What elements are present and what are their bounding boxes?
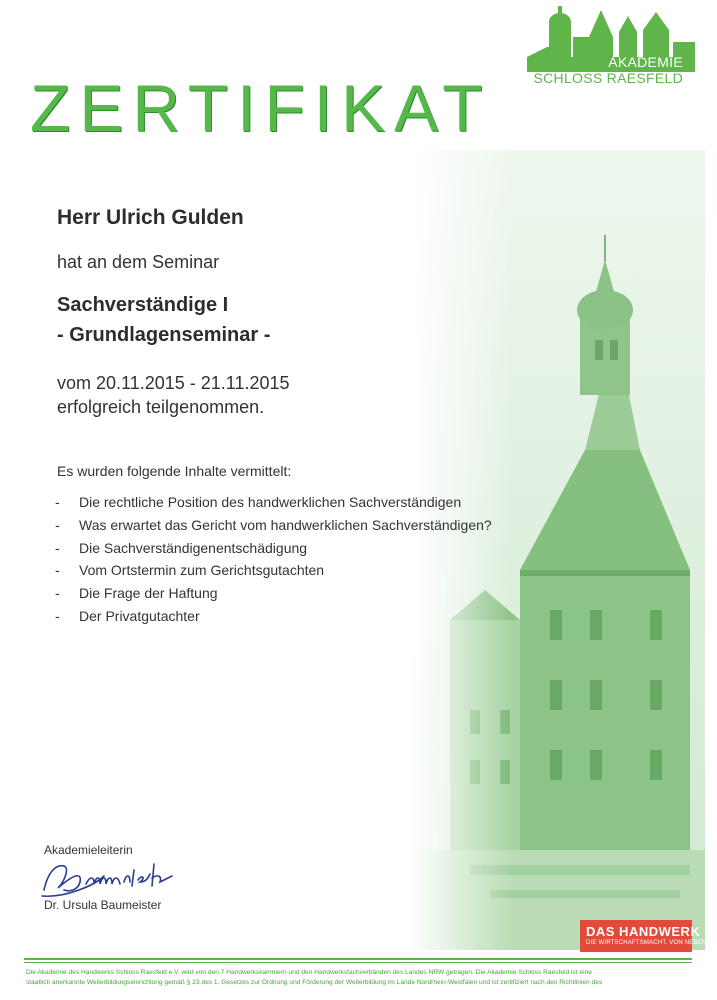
signatory-name: Dr. Ursula Baumeister (44, 898, 162, 912)
footer-divider (24, 958, 692, 960)
list-bullet: - (55, 607, 60, 624)
footer-line2: staatlich anerkannte Weiterbildungseinrichtung gemäß § 23 des 1. Gesetzes zur Ordnung und Förderung der Weiterbildung im Lande Nordrhein-Westfalen und ist zertifiziert nach den Richtlinien des (26, 979, 603, 986)
handwerk-logo-slogan: DIE WIRTSCHAFTSMACHT. VON NEBENAN. (586, 940, 717, 946)
recipient-name: Herr Ulrich Gulden (57, 206, 244, 229)
logo-text-akademie: AKADEMIE (608, 54, 683, 70)
list-item (55, 540, 492, 563)
list-item (55, 585, 492, 608)
list-item-text: Die Sachverständigenentschädigung (79, 539, 308, 556)
footer-line1: Die Akademie des Handwerks Schloss Raesfeld e.V. wird von den 7 Handwerkskammern und den Handwerksfachverbänden des Landes NRW getragen. Die Akademie Schloss Raesfeld ist eine (26, 969, 592, 976)
akademie-logo (527, 2, 695, 88)
list-bullet: - (55, 516, 60, 533)
certificate-title: ZERTIFIKAT (30, 71, 492, 145)
signatory-role: Akademieleiterin (44, 843, 133, 857)
participation-intro: hat an dem Seminar (57, 252, 220, 272)
logo-text-schloss: SCHLOSS RAESFELD (533, 70, 683, 86)
seminar-title-line2: - Grundlagenseminar - (57, 324, 271, 346)
handwerk-logo-text: DAS HANDWERK (586, 924, 701, 939)
list-item (55, 608, 492, 631)
list-bullet: - (55, 494, 60, 510)
footer-divider-thin (24, 962, 692, 963)
seminar-title-line1: Sachverständige I (57, 294, 229, 316)
handwritten-signature (34, 852, 194, 904)
seminar-title (57, 290, 270, 350)
list-bullet: - (55, 585, 60, 602)
list-bullet: - (55, 562, 60, 579)
contents-intro: Es wurden folgende Inhalte vermittelt: (57, 463, 292, 479)
list-item (55, 494, 492, 517)
list-item-text: Die Frage der Haftung (79, 585, 218, 602)
contents-list (55, 494, 492, 631)
date-range: vom 20.11.2015 - 21.11.2015 (57, 373, 290, 393)
list-item-text: Die rechtliche Position des handwerklichen Sachverständigen (79, 494, 462, 510)
list-item (55, 562, 492, 585)
list-item-text: Was erwartet das Gericht vom handwerklichen Sachverständigen? (79, 516, 492, 533)
footer-legal-text (26, 968, 692, 988)
list-item-text: Der Privatgutachter (79, 607, 200, 624)
list-item (55, 517, 492, 540)
list-bullet: - (55, 539, 60, 556)
das-handwerk-logo (580, 920, 717, 952)
completion-text: erfolgreich teilgenommen. (57, 397, 265, 417)
seminar-dates (57, 371, 290, 419)
list-item-text: Vom Ortstermin zum Gerichtsgutachten (79, 562, 325, 579)
